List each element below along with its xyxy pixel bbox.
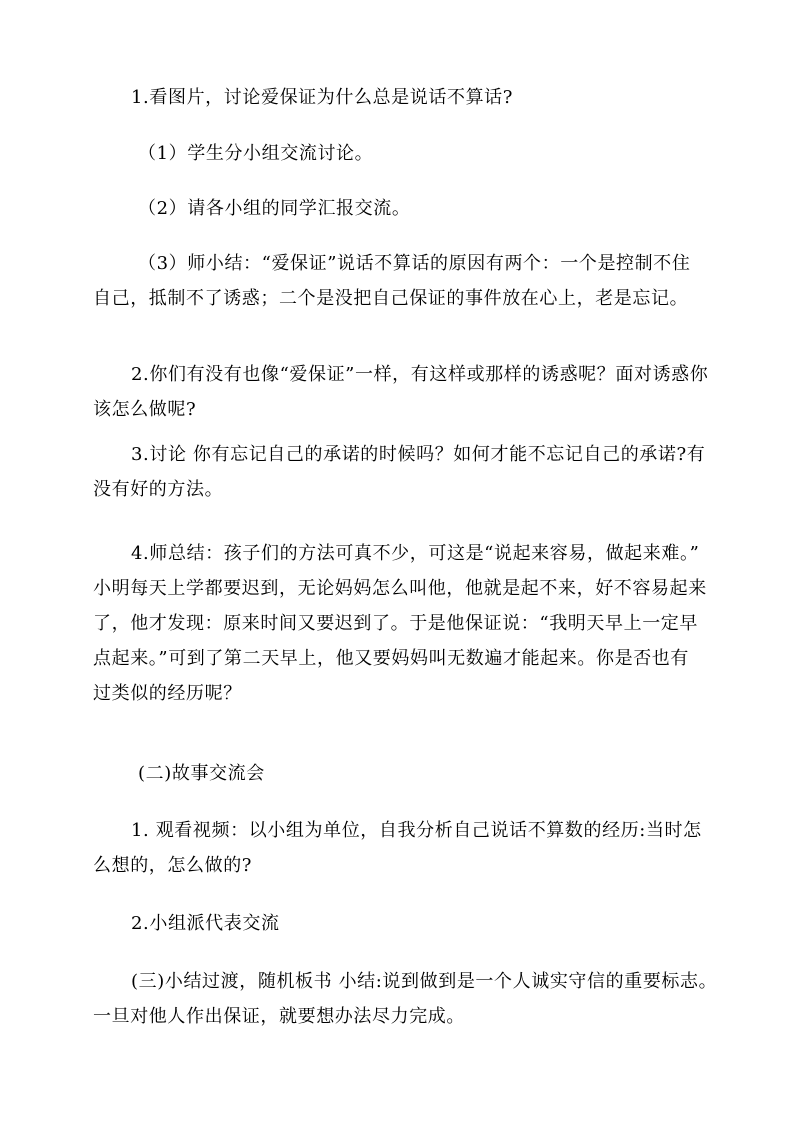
- paragraph-group-representatives: [93, 906, 718, 941]
- text-line: 2.小组派代表交流: [131, 913, 280, 934]
- text-line: 1.看图片，讨论爱保证为什么总是说话不算话?: [131, 87, 514, 108]
- paragraph-promise-discussion: [93, 437, 718, 507]
- section-heading-story-sharing: [93, 756, 718, 791]
- text-line: （2）请各小组的同学汇报交流。: [138, 198, 411, 219]
- text-line: 小明每天上学都要迟到，无论妈妈怎么叫他，他就是起不来，好不容易起来: [93, 578, 707, 599]
- text-line: 2.你们有没有也像“爱保证”一样，有这样或那样的诱惑呢？面对诱惑你: [131, 364, 709, 385]
- paragraph-temptation-question: [93, 357, 718, 427]
- paragraph-discussion-question: [93, 80, 718, 115]
- paragraph-step-1: [93, 136, 718, 171]
- text-line: 一旦对他人作出保证，就要想办法尽力完成。: [93, 1006, 465, 1027]
- text-line: 么想的，怎么做的?: [93, 855, 253, 876]
- text-line: 1. 观看视频：以小组为单位，自我分析自己说话不算数的经历:当时怎: [131, 820, 702, 841]
- text-line: 没有好的方法。: [93, 479, 224, 500]
- text-line: 4.师总结：孩子们的方法可真不少，可这是“说起来容易，做起来难。”: [131, 543, 700, 564]
- text-line: （3）师小结：“爱保证”说话不算话的原因有两个：一个是控制不住: [138, 253, 691, 274]
- text-line: 了，他才发现：原来时间又要迟到了。于是他保证说：“我明天早上一定早: [93, 613, 698, 634]
- text-line: 3.讨论 你有忘记自己的承诺的时候吗？如何才能不忘记自己的承诺?有: [131, 444, 706, 465]
- paragraph-watch-video: [93, 813, 718, 883]
- text-line: (三)小结过渡，随机板书 小结:说到做到是一个人诚实守信的重要标志。: [131, 971, 718, 992]
- text-line: 过类似的经历呢？: [93, 683, 242, 704]
- paragraph-teacher-summary: [93, 536, 718, 711]
- text-line: 点起来。”可到了第二天早上，他又要妈妈叫无数遍才能起来。你是否也有: [93, 648, 689, 669]
- paragraph-transition-summary: [93, 964, 718, 1034]
- paragraph-step-2: [93, 191, 718, 226]
- text-line: (二)故事交流会: [138, 763, 265, 784]
- text-line: 自己，抵制不了诱惑；二个是没把自己保证的事件放在心上，老是忘记。: [93, 288, 689, 309]
- paragraph-step-3-summary: [93, 246, 718, 316]
- text-line: （1）学生分小组交流讨论。: [138, 143, 374, 164]
- text-line: 该怎么做呢?: [93, 399, 197, 420]
